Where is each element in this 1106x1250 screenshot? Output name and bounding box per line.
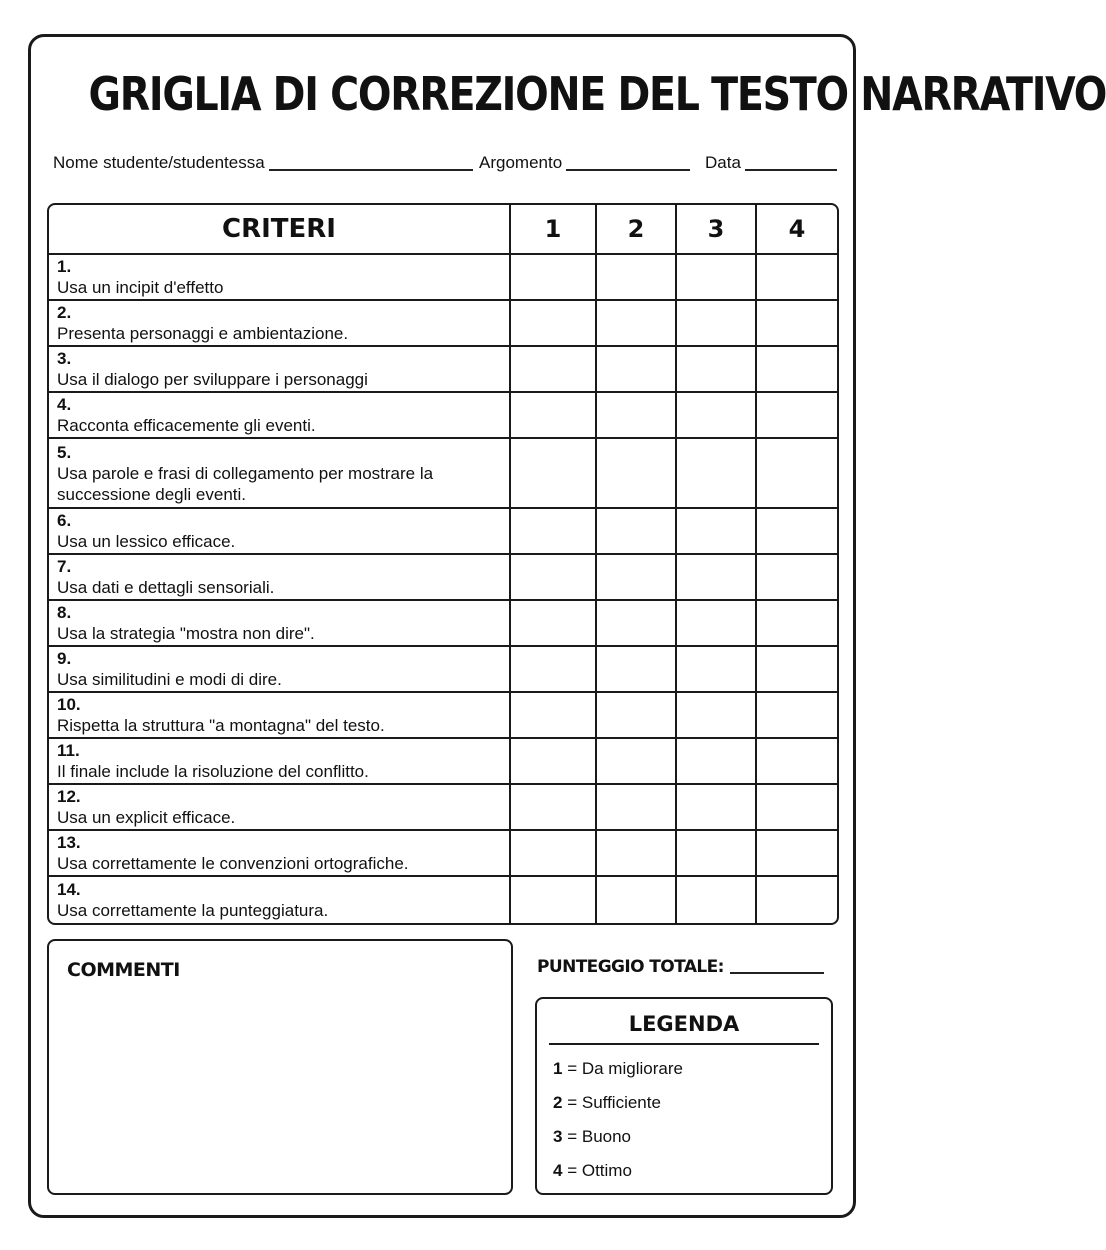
student-name-field[interactable] <box>53 153 473 173</box>
table-row <box>49 301 837 347</box>
student-name-label: Nome studente/studentessa <box>53 153 265 172</box>
criterion-cell <box>49 785 511 831</box>
score-cell-1[interactable] <box>511 555 597 601</box>
table-row <box>49 601 837 647</box>
score-cell-2[interactable] <box>597 555 677 601</box>
criterion-cell <box>49 739 511 785</box>
criterion-text: Rispetta la struttura "a montagna" del testo. <box>57 716 385 735</box>
score-cell-4[interactable] <box>757 601 837 647</box>
criterion-text: Usa parole e frasi di collegamento per mostrare la successione degli eventi. <box>57 463 434 504</box>
topic-line[interactable] <box>566 155 690 171</box>
criterion-text: Il finale include la risoluzione del conflitto. <box>57 762 369 781</box>
criterion-text: Usa correttamente la punteggiatura. <box>57 901 329 920</box>
score-cell-1[interactable] <box>511 439 597 509</box>
criterion-number: 7. <box>57 557 72 576</box>
criterion-text: Usa un incipit d'effetto <box>57 278 224 297</box>
criterion-number: 11. <box>57 741 80 760</box>
comments-box[interactable] <box>47 939 513 1195</box>
legend-box <box>535 997 833 1195</box>
criterion-number: 6. <box>57 511 72 530</box>
criterion-number: 8. <box>57 603 72 622</box>
criterion-number: 5. <box>57 442 72 462</box>
criterion-cell <box>49 255 511 301</box>
score-cell-3[interactable] <box>677 693 757 739</box>
score-header-1: 1 <box>511 205 597 255</box>
score-cell-2[interactable] <box>597 509 677 555</box>
score-cell-1[interactable] <box>511 831 597 877</box>
criterion-cell <box>49 555 511 601</box>
score-cell-1[interactable] <box>511 255 597 301</box>
score-cell-2[interactable] <box>597 439 677 509</box>
score-cell-3[interactable] <box>677 393 757 439</box>
criterion-text: Usa un lessico efficace. <box>57 532 236 551</box>
score-cell-3[interactable] <box>677 439 757 509</box>
score-header-4: 4 <box>757 205 837 255</box>
score-cell-2[interactable] <box>597 785 677 831</box>
score-cell-3[interactable] <box>677 509 757 555</box>
score-cell-4[interactable] <box>757 785 837 831</box>
score-cell-3[interactable] <box>677 301 757 347</box>
table-row <box>49 739 837 785</box>
legend-list <box>553 1057 683 1193</box>
score-cell-4[interactable] <box>757 647 837 693</box>
criterion-number: 9. <box>57 649 72 668</box>
score-cell-4[interactable] <box>757 255 837 301</box>
score-cell-4[interactable] <box>757 693 837 739</box>
score-cell-3[interactable] <box>677 555 757 601</box>
score-cell-2[interactable] <box>597 693 677 739</box>
score-cell-1[interactable] <box>511 509 597 555</box>
criterion-number: 1. <box>57 257 72 276</box>
comments-label: COMMENTI <box>67 959 180 981</box>
criterion-cell <box>49 509 511 555</box>
score-cell-1[interactable] <box>511 347 597 393</box>
score-cell-2[interactable] <box>597 739 677 785</box>
page-title: GRIGLIA DI CORREZIONE DEL TESTO NARRATIVO <box>88 67 1106 121</box>
legend-item <box>553 1091 683 1125</box>
legend-item <box>553 1159 683 1193</box>
criterion-cell <box>49 439 511 509</box>
score-cell-3[interactable] <box>677 647 757 693</box>
header-fields <box>53 153 835 177</box>
legend-label: = Sufficiente <box>567 1093 661 1112</box>
score-cell-3[interactable] <box>677 877 757 923</box>
table-row <box>49 347 837 393</box>
criterion-cell <box>49 393 511 439</box>
score-cell-1[interactable] <box>511 301 597 347</box>
student-name-line[interactable] <box>269 155 473 171</box>
score-cell-1[interactable] <box>511 601 597 647</box>
date-field[interactable] <box>705 153 837 173</box>
criterion-number: 13. <box>57 833 81 852</box>
criterion-number: 3. <box>57 349 72 368</box>
criterion-cell <box>49 831 511 877</box>
total-score-label: PUNTEGGIO TOTALE: <box>537 957 724 977</box>
criterion-text: Usa il dialogo per sviluppare i personaggi <box>57 370 368 389</box>
table-row <box>49 439 837 509</box>
rubric-sheet <box>28 34 1106 1218</box>
criterion-text: Presenta personaggi e ambientazione. <box>57 324 349 343</box>
table-row <box>49 255 837 301</box>
criterion-number: 10. <box>57 695 81 714</box>
legend-label: = Buono <box>567 1127 632 1146</box>
score-cell-3[interactable] <box>677 255 757 301</box>
criterion-number: 2. <box>57 303 72 322</box>
table-row <box>49 831 837 877</box>
legend-score: 1 <box>553 1059 563 1078</box>
criterion-text: Usa la strategia "mostra non dire". <box>57 624 315 643</box>
score-cell-1[interactable] <box>511 647 597 693</box>
table-row <box>49 555 837 601</box>
score-cell-2[interactable] <box>597 255 677 301</box>
score-cell-3[interactable] <box>677 831 757 877</box>
score-cell-1[interactable] <box>511 693 597 739</box>
score-header-3: 3 <box>677 205 757 255</box>
table-header-row <box>49 205 837 255</box>
score-cell-2[interactable] <box>597 347 677 393</box>
criterion-number: 14. <box>57 880 81 899</box>
criterion-text: Usa correttamente le convenzioni ortografiche. <box>57 854 409 873</box>
score-cell-4[interactable] <box>757 301 837 347</box>
criterion-text: Racconta efficacemente gli eventi. <box>57 416 316 435</box>
score-cell-4[interactable] <box>757 393 837 439</box>
criterion-cell <box>49 601 511 647</box>
score-header-2: 2 <box>597 205 677 255</box>
topic-field[interactable] <box>479 153 690 173</box>
table-row <box>49 877 837 923</box>
legend-item <box>553 1125 683 1159</box>
date-label: Data <box>705 153 741 172</box>
score-cell-3[interactable] <box>677 601 757 647</box>
legend-item <box>553 1057 683 1091</box>
score-cell-4[interactable] <box>757 439 837 509</box>
criterion-text: Usa dati e dettagli sensoriali. <box>57 578 275 597</box>
table-row <box>49 785 837 831</box>
score-cell-3[interactable] <box>677 785 757 831</box>
criterion-number: 12. <box>57 787 81 806</box>
score-cell-2[interactable] <box>597 831 677 877</box>
score-cell-3[interactable] <box>677 347 757 393</box>
score-cell-1[interactable] <box>511 785 597 831</box>
legend-score: 4 <box>553 1161 563 1180</box>
table-row <box>49 393 837 439</box>
score-cell-4[interactable] <box>757 739 837 785</box>
table-row <box>49 693 837 739</box>
total-score-line[interactable] <box>730 960 824 974</box>
score-cell-4[interactable] <box>757 877 837 923</box>
legend-score: 3 <box>553 1127 563 1146</box>
score-cell-1[interactable] <box>511 739 597 785</box>
score-cell-4[interactable] <box>757 509 837 555</box>
date-line[interactable] <box>745 155 837 171</box>
legend-label: = Da migliorare <box>567 1059 683 1078</box>
criteria-table <box>47 203 839 925</box>
criterion-cell <box>49 877 511 923</box>
criterion-cell <box>49 693 511 739</box>
score-cell-2[interactable] <box>597 301 677 347</box>
criterion-text: Usa similitudini e modi di dire. <box>57 670 282 689</box>
legend-label: = Ottimo <box>567 1161 632 1180</box>
score-cell-2[interactable] <box>597 877 677 923</box>
score-cell-4[interactable] <box>757 347 837 393</box>
total-score-field[interactable] <box>537 957 824 977</box>
criterion-number: 4. <box>57 395 72 414</box>
score-cell-1[interactable] <box>511 877 597 923</box>
score-cell-2[interactable] <box>597 601 677 647</box>
topic-label: Argomento <box>479 153 563 172</box>
score-cell-1[interactable] <box>511 393 597 439</box>
table-row <box>49 509 837 555</box>
criterion-cell <box>49 301 511 347</box>
criterion-cell <box>49 647 511 693</box>
criterion-cell <box>49 347 511 393</box>
criteria-header: CRITERI <box>49 205 511 255</box>
legend-score: 2 <box>553 1093 563 1112</box>
score-cell-2[interactable] <box>597 393 677 439</box>
legend-title: LEGENDA <box>549 1009 819 1045</box>
criterion-text: Usa un explicit efficace. <box>57 808 236 827</box>
score-cell-3[interactable] <box>677 739 757 785</box>
score-cell-4[interactable] <box>757 831 837 877</box>
score-cell-4[interactable] <box>757 555 837 601</box>
table-row <box>49 647 837 693</box>
score-cell-2[interactable] <box>597 647 677 693</box>
